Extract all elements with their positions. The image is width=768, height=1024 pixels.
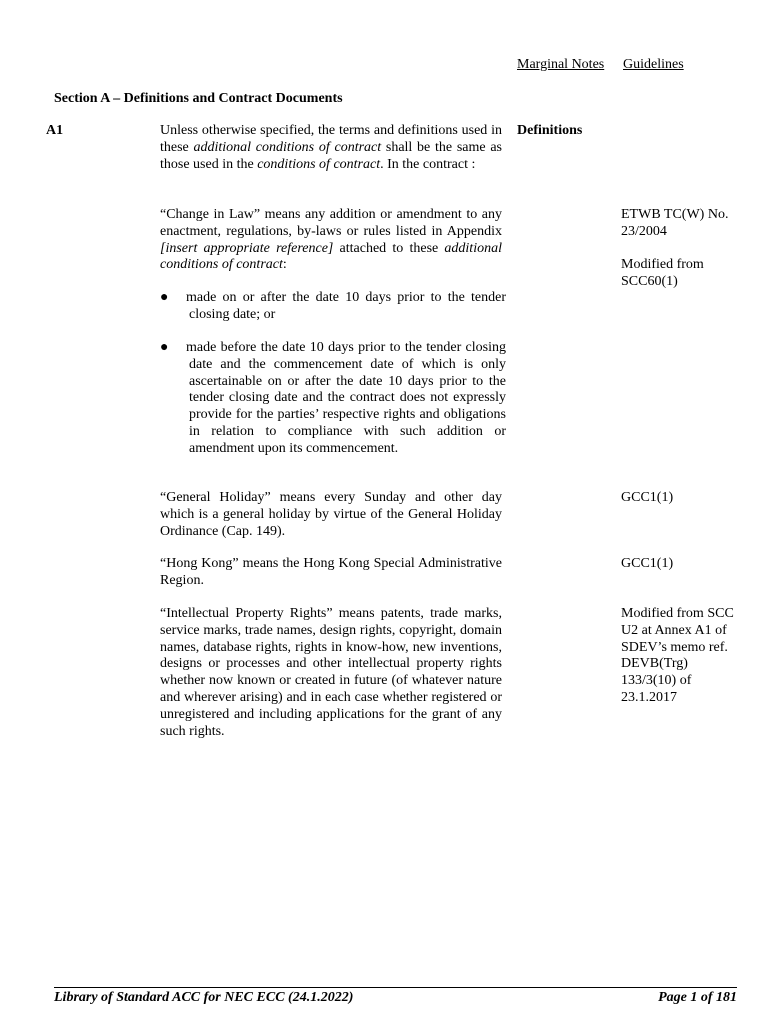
marginal-notes-header: Marginal Notes: [517, 57, 605, 72]
bullet-text: made on or after the date 10 days prior to the tender closing date; or: [186, 290, 506, 322]
bullet-icon: ●: [160, 290, 169, 305]
marginal-note-definitions: Definitions: [517, 123, 583, 138]
section-title: Section A – Definitions and Contract Documents: [54, 91, 343, 106]
hong-kong-definition: “Hong Kong” means the Hong Kong Special Administrative Region.: [160, 556, 502, 588]
guideline-etwb: ETWB TC(W) No. 23/2004: [621, 207, 729, 239]
clause-number: A1: [46, 123, 64, 138]
change-in-law-definition: “Change in Law” means any addition or amendment to any enactment, regulations, by-laws or rules listed in Appendix [insert appropriate reference] attached to these additional conditions of contract:: [160, 207, 502, 273]
ipr-definition: “Intellectual Property Rights” means patents, trade marks, service marks, trade names, design rights, copyright, domain names, database rights, rights in know-how, new inventions, designs or processes and other intellectual property rights whether now known or created in future (of whatever nature and wherever arising) and in each case whether registered or unregistered and including applications for the grant of any such rights.: [160, 606, 502, 739]
footer-divider: [54, 987, 737, 988]
footer-library-title: Library of Standard ACC for NEC ECC (24.1.2022): [54, 990, 354, 1005]
footer-page-number: Page 1 of 181: [658, 990, 737, 1005]
general-holiday-definition: “General Holiday” means every Sunday and other day which is a general holiday by virtue of the General Holiday Ordinance (Cap. 149).: [160, 490, 502, 539]
guidelines-header: Guidelines: [623, 57, 684, 72]
bullet-item: [160, 340, 506, 458]
intro-paragraph: Unless otherwise specified, the terms and definitions used in these additional conditions of contract shall be the same as those used in the conditions of contract. In the contract :: [160, 123, 502, 172]
bullet-item: [160, 290, 506, 324]
guideline-gcc1: GCC1(1): [621, 490, 674, 505]
guideline-gcc1: GCC1(1): [621, 556, 674, 571]
bullet-icon: ●: [160, 340, 169, 355]
guideline-modified-scc-u2: Modified from SCC U2 at Annex A1 of SDEV’s memo ref. DEVB(Trg) 133/3(10) of 23.1.2017: [621, 606, 734, 705]
guideline-modified-scc60: Modified from SCC60(1): [621, 257, 704, 289]
bullet-text: made before the date 10 days prior to the tender closing date and the commencement date of which is only ascertainable on or after the date 10 days prior to the tender closing date and the contract does not expressly provide for the parties’ respective rights and obligations in relation to compliance with such addition or amendment upon its commencement.: [186, 340, 506, 456]
